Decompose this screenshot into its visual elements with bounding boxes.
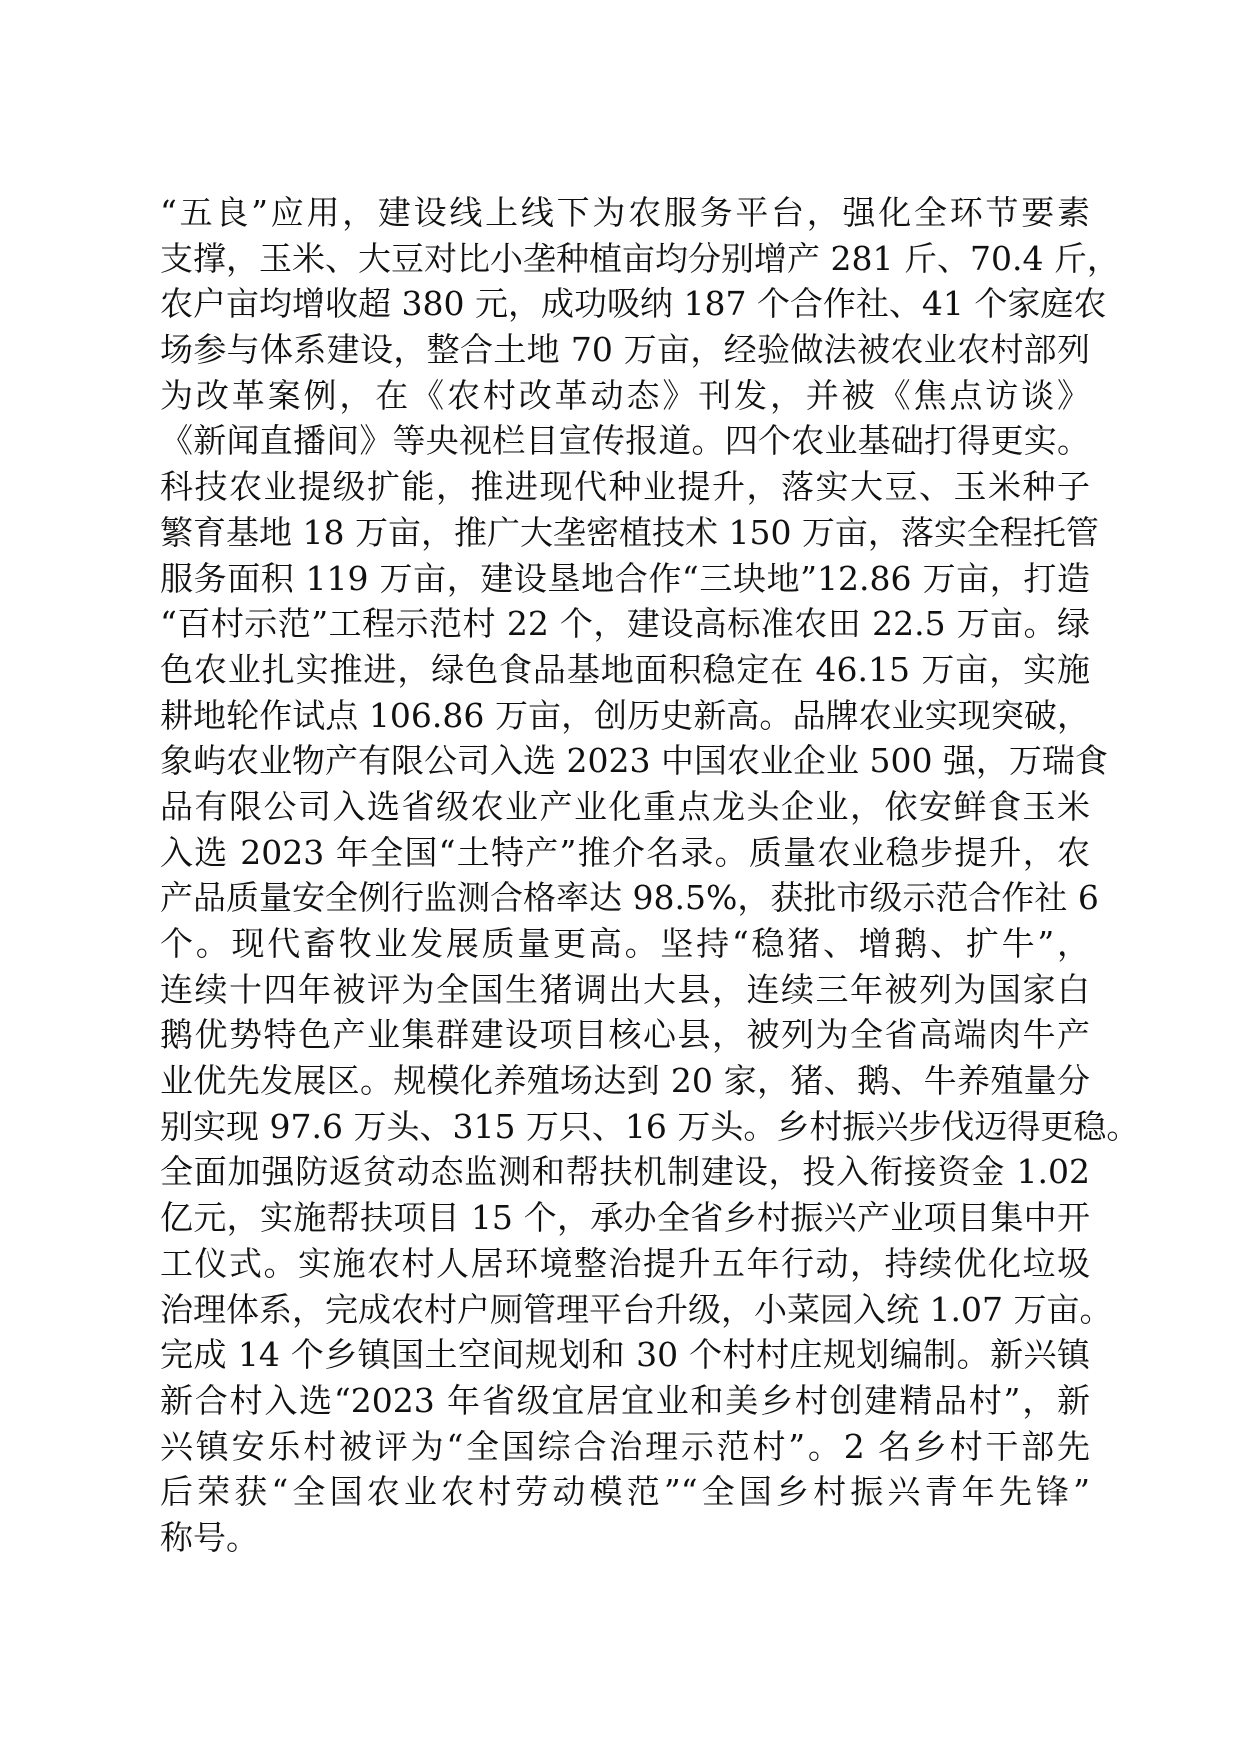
text-line: 为改革案例，在《农村改革动态》刊发，并被《焦点访谈》 — [160, 375, 1090, 415]
text-line: 《新闻直播间》等央视栏目宣传报道。四个农业基础打得更实。 — [160, 421, 1090, 461]
text-line: 业优先发展区。规模化养殖场达到 20 家，猪、鹅、牛养殖量分 — [160, 1061, 1090, 1101]
text-line: 耕地轮作试点 106.86 万亩，创历史新高。品牌农业实现突破， — [160, 695, 1090, 735]
text-line: 治理体系，完成农村户厕管理平台升级，小菜园入统 1.07 万亩。 — [160, 1289, 1113, 1329]
text-line: 个。现代畜牧业发展质量更高。坚持“稳猪、增鹅、扩牛”， — [160, 924, 1090, 963]
text-line: 新合村入选“2023 年省级宜居宜业和美乡村创建精品村”，新 — [160, 1380, 1090, 1420]
text-line: 亿元，实施帮扶项目 15 个，承办全省乡村振兴产业项目集中开 — [160, 1198, 1090, 1238]
text-line: “百村示范”工程示范村 22 个，建设高标准农田 22.5 万亩。绿 — [160, 604, 1090, 644]
text-line: 支撑，玉米、大豆对比小垄种植亩均分别增产 281 斤、70.4 斤， — [160, 238, 1120, 278]
text-line: 服务面积 119 万亩，建设垦地合作“三块地”12.86 万亩，打造 — [160, 558, 1090, 598]
text-line: 后荣获“全国农业农村劳动模范”“全国乡村振兴青年先锋” — [160, 1472, 1090, 1512]
text-line: 称号。 — [160, 1517, 259, 1557]
body-text — [160, 190, 1140, 1561]
text-line: 兴镇安乐村被评为“全国综合治理示范村”。2 名乡村干部先 — [160, 1426, 1090, 1466]
text-line: 品有限公司入选省级农业产业化重点龙头企业，依安鲜食玉米 — [160, 786, 1090, 826]
text-line: 鹅优势特色产业集群建设项目核心县，被列为全省高端肉牛产 — [160, 1015, 1090, 1055]
text-line: 象屿农业物产有限公司入选 2023 中国农业企业 500 强，万瑞食 — [160, 741, 1108, 781]
text-line: 全面加强防返贫动态监测和帮扶机制建设，投入衔接资金 1.02 — [160, 1152, 1090, 1192]
text-line: “五良”应用，建设线上线下为农服务平台，强化全环节要素 — [160, 193, 1090, 232]
text-line: 繁育基地 18 万亩，推广大垄密植技术 150 万亩，落实全程托管 — [160, 512, 1099, 552]
text-line: 完成 14 个乡镇国土空间规划和 30 个村村庄规划编制。新兴镇 — [160, 1335, 1090, 1375]
text-line: 连续十四年被评为全国生猪调出大县，连续三年被列为国家白 — [160, 969, 1090, 1009]
text-line: 产品质量安全例行监测合格率达 98.5%，获批市级示范合作社 6 — [160, 878, 1099, 918]
text-line: 色农业扎实推进，绿色食品基地面积稳定在 46.15 万亩，实施 — [160, 649, 1090, 689]
text-line: 别实现 97.6 万头、315 万只、16 万头。乡村振兴步伐迈得更稳。 — [160, 1106, 1140, 1146]
text-line: 工仪式。实施农村人居环境整治提升五年行动，持续优化垃圾 — [160, 1243, 1090, 1283]
text-line: 科技农业提级扩能，推进现代种业提升，落实大豆、玉米种子 — [160, 467, 1090, 507]
text-line: 场参与体系建设，整合土地 70 万亩，经验做法被农业农村部列 — [160, 330, 1090, 370]
text-line: 入选 2023 年全国“土特产”推介名录。质量农业稳步提升，农 — [160, 832, 1090, 872]
text-line: 农户亩均增收超 380 元，成功吸纳 187 个合作社、41 个家庭农 — [160, 284, 1107, 324]
